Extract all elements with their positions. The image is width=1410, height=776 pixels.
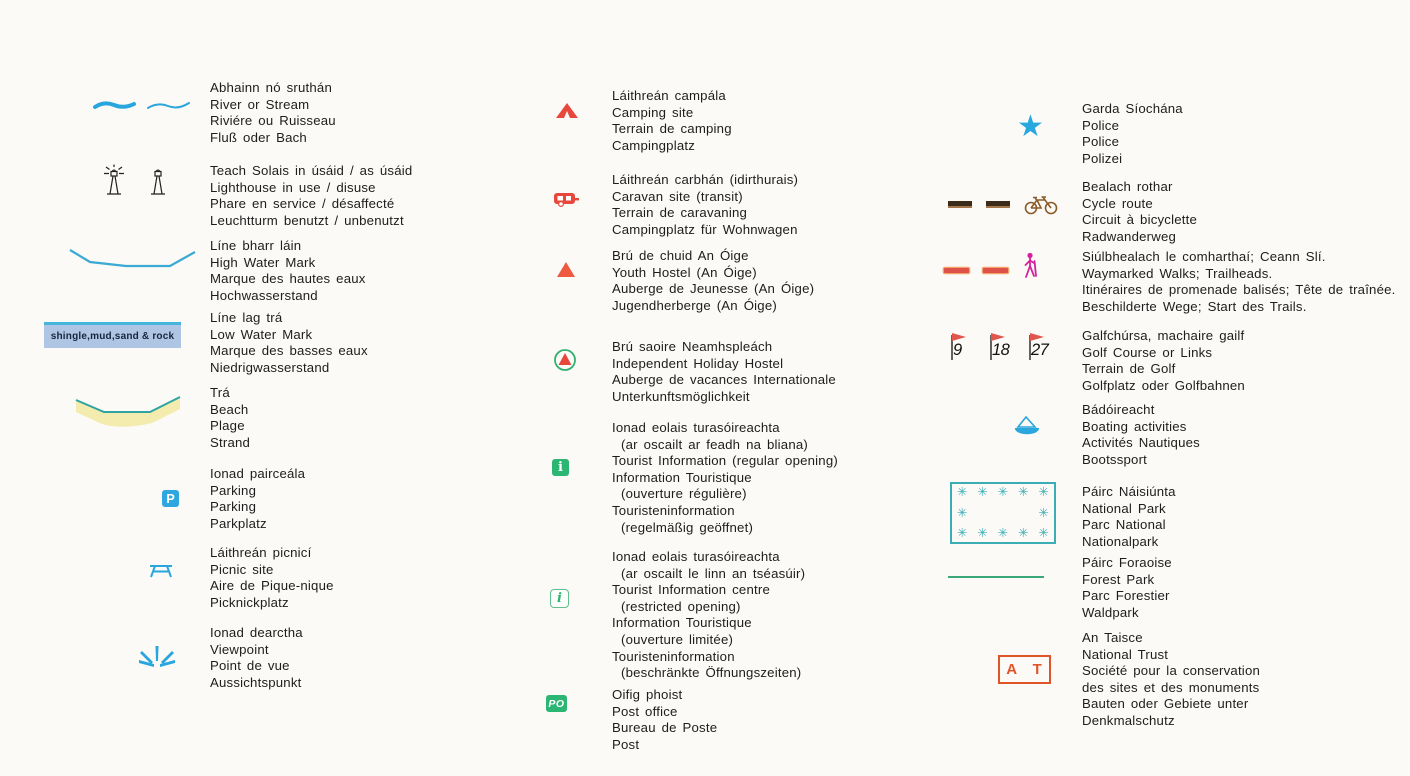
police-star-icon: ★	[1017, 110, 1044, 143]
boating-icon	[1012, 414, 1042, 444]
legend-text-line: Parkplatz	[210, 515, 267, 531]
legend-text-line: Aussichtspunkt	[210, 674, 302, 690]
legend-text-line: River or Stream	[210, 96, 310, 112]
legend-text-line: Hochwasserstand	[210, 287, 318, 303]
legend-text-line: Viewpoint	[210, 641, 269, 657]
legend-entry-river	[210, 80, 336, 146]
legend-text-line: Parc National	[1082, 517, 1166, 533]
legend-entry-national-park	[1082, 484, 1176, 550]
legend-text-line: Láithreán campála	[612, 88, 726, 103]
legend-entry-waymarked-walks	[1082, 249, 1396, 315]
legend-text-line: Bureau de Poste	[612, 720, 718, 736]
post-office-letters: PO	[546, 695, 567, 712]
legend-entry-tourist-info-restricted	[612, 549, 805, 682]
legend-text-line: Líne lag trá	[210, 310, 283, 325]
legend-text-line: Société pour la conservation	[1082, 663, 1261, 679]
legend-text-line: Post	[612, 736, 640, 752]
legend-text-line: Touristeninformation	[612, 648, 735, 664]
legend-text-line: Parking	[210, 482, 257, 498]
legend-entry-national-trust	[1082, 630, 1260, 730]
legend-entry-camping	[612, 88, 732, 154]
legend-text-line: Láithreán picnicí	[210, 545, 312, 560]
tourist-info-letter: i	[552, 459, 569, 476]
legend-text-line: Páirc Náisiúnta	[1082, 484, 1176, 499]
legend-text-line: Bauten oder Gebiete unter	[1082, 696, 1249, 712]
legend-entry-parking	[210, 466, 305, 532]
legend-text-line: Beschilderte Wege; Start des Trails.	[1082, 298, 1307, 314]
post-office-icon	[546, 695, 567, 712]
legend-text-line: Garda Síochána	[1082, 101, 1183, 116]
picnic-table-icon	[148, 562, 174, 584]
legend-text-line: Bealach rothar	[1082, 179, 1173, 194]
legend-text-line: Campingplatz	[612, 137, 696, 153]
legend-text-line: Cycle route	[1082, 195, 1153, 211]
legend-text-line: Ionad eolais turasóireachta	[612, 420, 780, 435]
legend-text-line: Marque des hautes eaux	[210, 271, 366, 287]
legend-text-line: Waldpark	[1082, 604, 1139, 620]
legend-text-line: High Water Mark	[210, 254, 316, 270]
legend-text-line: Aire de Pique-nique	[210, 578, 334, 594]
national-trust-letters: A T	[998, 655, 1051, 684]
legend-text-line: Fluß oder Bach	[210, 129, 307, 145]
legend-text-line: Abhainn nó sruthán	[210, 80, 332, 95]
legend-text-line: Radwanderweg	[1082, 228, 1177, 244]
legend-text-line: Ionad dearctha	[210, 625, 303, 640]
legend-text-line: Beach	[210, 401, 249, 417]
holiday-hostel-icon	[553, 348, 577, 377]
legend-text-line: Golf Course or Links	[1082, 344, 1213, 360]
legend-text-line: Forest Park	[1082, 571, 1155, 587]
high-water-mark-line	[68, 244, 198, 279]
legend-entry-lighthouse	[210, 163, 412, 229]
legend-text-line: Ionad pairceála	[210, 466, 306, 481]
legend-entry-picnic	[210, 545, 334, 611]
legend-entry-golf	[1082, 328, 1245, 394]
legend-text-line: Information Touristique	[612, 615, 752, 631]
legend-text-line: (ar oscailt le linn an tséasúir)	[621, 565, 806, 581]
legend-text-line: Siúlbhealach le comharthaí; Ceann Slí.	[1082, 249, 1326, 264]
legend-text-line: Youth Hostel (An Óige)	[612, 264, 757, 280]
legend-text-line: Strand	[210, 434, 251, 450]
legend-text-line: Riviére ou Ruisseau	[210, 113, 336, 129]
legend-entry-post-office	[612, 687, 717, 753]
legend-text-line: National Trust	[1082, 646, 1169, 662]
legend-text-line: Tourist Information centre	[612, 582, 770, 598]
legend-text-line: (regelmäßig geöffnet)	[621, 519, 754, 535]
legend-text-line: Plage	[210, 418, 245, 434]
legend-text-line: Police	[1082, 117, 1120, 133]
low-water-mark-band	[44, 322, 181, 348]
legend-text-line: An Taisce	[1082, 630, 1143, 645]
legend-text-line: Boating activities	[1082, 418, 1187, 434]
legend-text-line: Brú de chuid An Óige	[612, 248, 749, 263]
bicycle-icon	[1024, 192, 1058, 216]
legend-text-line: Waymarked Walks; Trailheads.	[1082, 265, 1273, 281]
legend-text-line: (beschränkte Öffnungszeiten)	[621, 665, 802, 681]
legend-text-line: Oifig phoist	[612, 687, 683, 702]
tourist-info-restricted-icon	[550, 589, 569, 608]
legend-text-line: Touristeninformation	[612, 502, 735, 518]
legend-entry-low-water	[210, 310, 368, 376]
legend-text-line: Campingplatz für Wohnwagen	[612, 221, 798, 237]
legend-text-line: Golfplatz oder Golfbahnen	[1082, 377, 1245, 393]
legend-text-line: Denkmalschutz	[1082, 712, 1175, 728]
legend-text-line: Point de vue	[210, 658, 290, 674]
forest-park-line-icon	[948, 576, 1044, 578]
legend-text-line: (ouverture régulière)	[621, 486, 747, 502]
legend-entry-boating	[1082, 402, 1200, 468]
legend-text-line: Leuchtturm benutzt / unbenutzt	[210, 212, 404, 228]
viewpoint-icon	[137, 642, 177, 673]
golf-hole-count: 27	[1031, 341, 1049, 359]
legend-text-line: Caravan site (transit)	[612, 188, 743, 204]
legend-entry-forest-park	[1082, 555, 1172, 621]
golf-hole-count: 9	[953, 341, 962, 359]
golf-flag-icon	[1026, 331, 1058, 362]
camping-tent-icon	[555, 102, 579, 124]
tourist-info-restricted-letter: i	[550, 589, 569, 608]
legend-text-line: Phare en service / désaffecté	[210, 196, 395, 212]
legend-text-line: Police	[1082, 134, 1120, 150]
legend-text-line: Terrain de camping	[612, 121, 732, 137]
legend-text-line: Bádóireacht	[1082, 402, 1155, 417]
legend-text-line: Information Touristique	[612, 469, 752, 485]
legend-text-line: Teach Solais in úsáid / as úsáid	[210, 163, 413, 178]
legend-text-line: Marque des basses eaux	[210, 343, 368, 359]
legend-entry-caravan	[612, 172, 798, 238]
golf-flag-icon	[987, 331, 1019, 362]
legend-text-line: Brú saoire Neamhspleách	[612, 339, 773, 354]
low-water-band-label: shingle,mud,sand & rock	[44, 322, 181, 348]
legend-text-line: Galfchúrsa, machaire gailf	[1082, 328, 1245, 343]
legend-text-line: Auberge de Jeunesse (An Óige)	[612, 281, 815, 297]
legend-entry-youth-hostel	[612, 248, 814, 314]
legend-text-line: Terrain de caravaning	[612, 205, 748, 221]
legend-text-line: Auberge de vacances Internationale	[612, 372, 836, 388]
golf-hole-count: 18	[992, 341, 1010, 359]
legend-text-line: Itinéraires de promenade balisés; Tête de traînée.	[1082, 282, 1396, 298]
waymarked-walks-icon	[944, 252, 1038, 279]
walker-icon	[1022, 252, 1038, 279]
legend-entry-beach	[210, 385, 250, 451]
caravan-icon	[553, 190, 580, 213]
legend-text-line: Láithreán carbhán (idirthurais)	[612, 172, 799, 187]
golf-course-icon	[948, 331, 1058, 362]
tourist-info-icon	[552, 459, 569, 476]
legend-text-line: Parc Forestier	[1082, 588, 1170, 604]
legend-text-line: Activités Nautiques	[1082, 435, 1200, 451]
legend-text-line: Post office	[612, 703, 678, 719]
legend-text-line: des sites et des monuments	[1082, 679, 1260, 695]
legend-text-line: National Park	[1082, 500, 1166, 516]
legend-entry-high-water	[210, 238, 366, 304]
legend-text-line: Camping site	[612, 104, 694, 120]
legend-text-line: Nationalpark	[1082, 533, 1159, 549]
national-park-icon: ✳ ✳ ✳ ✳ ✳ ✳ ✳ ✳ ✳ ✳ ✳ ✳	[950, 482, 1056, 544]
legend-text-line: Lighthouse in use / disuse	[210, 179, 376, 195]
lighthouse-icons	[100, 164, 180, 203]
legend-text-line: Parking	[210, 499, 257, 515]
legend-text-line: Circuit à bicyclette	[1082, 212, 1198, 228]
cycle-route-icon	[948, 192, 1058, 216]
legend-text-line: Independent Holiday Hostel	[612, 355, 784, 371]
youth-hostel-triangle-icon	[557, 262, 575, 282]
legend-text-line: Unterkunftsmöglichkeit	[612, 388, 750, 404]
legend-text-line: Páirc Foraoise	[1082, 555, 1172, 570]
legend-text-line: Jugendherberge (An Óige)	[612, 297, 777, 313]
legend-text-line: Líne bharr láin	[210, 238, 302, 253]
national-trust-icon	[998, 655, 1051, 684]
legend-text-line: Bootssport	[1082, 451, 1148, 467]
legend-text-line: Picknickplatz	[210, 594, 289, 610]
legend-text-line: Niedrigwasserstand	[210, 359, 330, 375]
legend-text-line: Picnic site	[210, 561, 274, 577]
legend-text-line: Ionad eolais turasóireachta	[612, 549, 780, 564]
golf-flag-icon	[948, 331, 980, 362]
legend-text-line: (ouverture limitée)	[621, 631, 734, 647]
legend-entry-police	[1082, 101, 1183, 167]
legend-text-line: Low Water Mark	[210, 326, 313, 342]
legend-text-line: Tourist Information (regular opening)	[612, 453, 838, 469]
legend-text-line: Polizei	[1082, 150, 1123, 166]
cycle-dash	[986, 201, 1010, 208]
river-icon	[92, 96, 192, 121]
legend-entry-holiday-hostel	[612, 339, 836, 405]
parking-icon	[162, 490, 179, 507]
legend-entry-viewpoint	[210, 625, 303, 691]
walk-dash	[944, 268, 969, 273]
legend-entry-tourist-info-regular	[612, 420, 838, 536]
legend-text-line: Trá	[210, 385, 230, 400]
parking-letter: P	[162, 490, 179, 507]
legend-text-line: Terrain de Golf	[1082, 361, 1176, 377]
cycle-dash	[948, 201, 972, 208]
walk-dash	[983, 268, 1008, 273]
legend-text-line: (ar oscailt ar feadh na bliana)	[621, 436, 808, 452]
legend-entry-cycle-route	[1082, 179, 1197, 245]
legend-text-line: (restricted opening)	[621, 598, 741, 614]
beach-icon	[72, 390, 184, 441]
